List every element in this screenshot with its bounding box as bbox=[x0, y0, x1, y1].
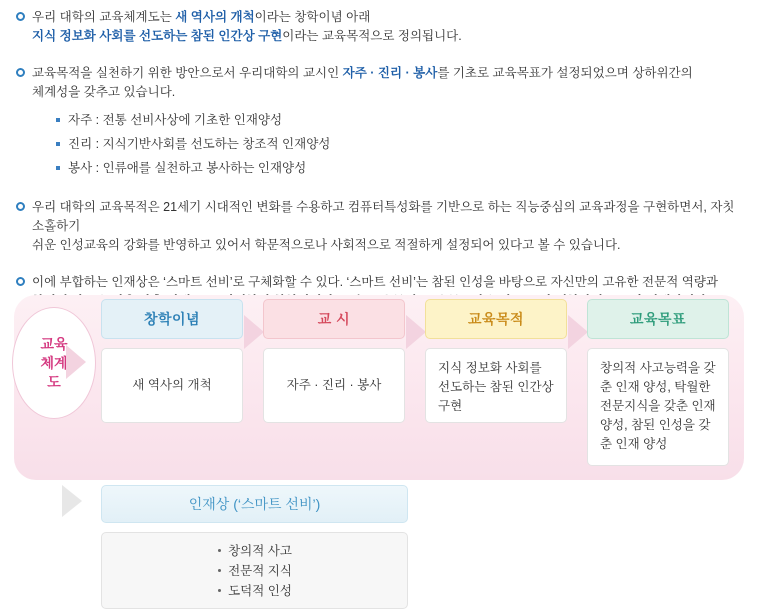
square-bullet-icon bbox=[56, 142, 60, 146]
list-item-label: 창의적 사고 bbox=[228, 543, 292, 558]
arrow-icon bbox=[66, 345, 86, 379]
paragraph-line bbox=[32, 198, 741, 236]
square-bullet-icon bbox=[56, 118, 60, 122]
paragraph-curriculum bbox=[16, 198, 741, 255]
diagram-column-motto bbox=[263, 299, 405, 423]
oval-label-line: 체계 bbox=[40, 354, 68, 371]
list-item bbox=[56, 108, 741, 132]
list-item-label: 전문적 지식 bbox=[228, 563, 292, 578]
list-item-label: 자주 : 전통 선비사상에 기초한 인재양성 bbox=[68, 113, 283, 127]
ring-bullet-icon bbox=[16, 68, 25, 77]
paragraph-education-system bbox=[16, 8, 741, 46]
column-header: 교 시 bbox=[263, 299, 405, 339]
arrow-icon bbox=[406, 315, 426, 349]
dot-bullet-icon bbox=[218, 549, 221, 552]
column-header: 창학이념 bbox=[101, 299, 243, 339]
text-run: 우리 대학의 교육목적은 21세기 시대적인 변화를 수용하고 컴퓨터특성화를 기반으로 하는 직능중심의 교육과정을 구현하면서, 자칫 소홀하기 bbox=[32, 200, 735, 233]
column-body: 지식 정보화 사회를 선도하는 참된 인간상 구현 bbox=[425, 348, 567, 423]
oval-label bbox=[40, 335, 67, 392]
list-item bbox=[217, 561, 292, 581]
text-run: 이라는 창학이념 아래 bbox=[254, 10, 371, 24]
ring-bullet-icon bbox=[16, 202, 25, 211]
text-run: 교육목적을 실천하기 위한 방안으로서 우리대학의 교시인 bbox=[32, 66, 343, 80]
talent-image-body bbox=[101, 532, 408, 609]
arrow-icon bbox=[62, 485, 82, 517]
talent-image-header: 인재상 (‘스마트 선비’) bbox=[101, 485, 408, 523]
list-item-label: 봉사 : 인류애를 실천하고 봉사하는 인재양성 bbox=[68, 161, 307, 175]
text-run: 쉬운 인성교육의 강화를 반영하고 있어서 학문적으로나 사회적으로 적절하게 설정되어 있다고 볼 수 있습니다. bbox=[32, 238, 621, 252]
column-body: 창의적 사고능력을 갖춘 인재 양성, 탁월한 전문지식을 갖춘 인재 양성, 참된 인성을 갖춘 인재 양성 bbox=[587, 348, 729, 466]
paragraph-education-goal-method bbox=[16, 64, 741, 180]
text-run: 를 기초로 교육목표가 설정되었으며 상하위간의 bbox=[437, 66, 693, 80]
oval-label-line: 교육 bbox=[40, 335, 68, 352]
text-run: 체계성을 갖추고 있습니다. bbox=[32, 85, 176, 99]
oval-label-line: 도 bbox=[47, 373, 61, 390]
paragraph-line bbox=[32, 64, 741, 83]
diagram-column-education-goal bbox=[587, 299, 729, 466]
paragraph-line bbox=[32, 83, 741, 102]
text-run-emphasis: 새 역사의 개척 bbox=[175, 10, 255, 24]
dot-bullet-icon bbox=[218, 589, 221, 592]
column-header: 교육목적 bbox=[425, 299, 567, 339]
list-item-label: 진리 : 지식기반사회를 선도하는 창조적 인재양성 bbox=[68, 137, 331, 151]
diagram-column-founding-philosophy bbox=[101, 299, 243, 423]
paragraph-line bbox=[32, 236, 741, 255]
square-bullet-icon bbox=[56, 166, 60, 170]
text-run: 이에 부합하는 인재상은 ‘스마트 선비’로 구체화할 수 있다. ‘스마트 선비’는 참된 인성을 바탕으로 자신만의 고유한 전문적 역량과 bbox=[32, 275, 718, 289]
paragraph-line bbox=[32, 27, 741, 46]
text-run-emphasis: 자주 · 진리 · 봉사 bbox=[342, 66, 438, 80]
talent-attribute-list bbox=[217, 541, 292, 601]
text-run: 우리 대학의 교육체계도는 bbox=[32, 10, 176, 24]
arrow-icon bbox=[244, 315, 264, 349]
list-item-label: 도덕적 인성 bbox=[228, 583, 292, 598]
text-run: 이라는 교육목적으로 정의됩니다. bbox=[282, 29, 462, 43]
dot-bullet-icon bbox=[218, 569, 221, 572]
list-item bbox=[56, 156, 741, 180]
column-body: 자주 · 진리 · 봉사 bbox=[263, 348, 405, 423]
arrow-icon bbox=[568, 315, 588, 349]
diagram-column-education-purpose bbox=[425, 299, 567, 423]
column-body: 새 역사의 개척 bbox=[101, 348, 243, 423]
text-run-emphasis: 지식 정보화 사회를 선도하는 참된 인간상 구현 bbox=[32, 29, 283, 43]
ring-bullet-icon bbox=[16, 12, 25, 21]
text-block bbox=[8, 8, 753, 311]
list-item bbox=[217, 581, 292, 601]
motto-sub-list bbox=[56, 108, 741, 180]
list-item bbox=[217, 541, 292, 561]
education-system-diagram bbox=[0, 285, 759, 598]
list-item bbox=[56, 132, 741, 156]
column-header: 교육목표 bbox=[587, 299, 729, 339]
paragraph-line bbox=[32, 8, 741, 27]
